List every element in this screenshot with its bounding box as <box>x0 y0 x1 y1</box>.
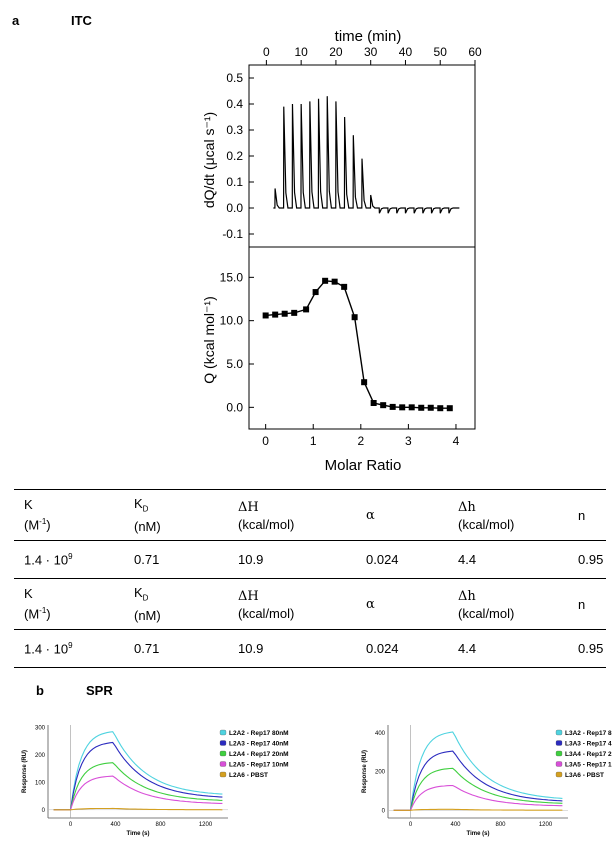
bottom-ytick-label: 5.0 <box>226 357 243 371</box>
bottom-xtick-label: 2 <box>357 434 365 448</box>
spr-xtick-label: 0 <box>408 822 413 828</box>
table-row: $1.4 \cdot 10^9$ 0.71 10.9 0.024 4.4 0.95 <box>14 630 606 668</box>
itc-data-point <box>291 310 297 316</box>
spr-ytick-label: 200 <box>34 753 45 760</box>
spr-xtick-label: 1200 <box>198 822 213 828</box>
bottom-ytick-label: 0.0 <box>226 400 243 415</box>
top-xtick-label: 50 <box>433 45 447 59</box>
top-ytick-label: 0.0 <box>226 201 243 215</box>
spr-legend-label: L3A3 - Rep17 4 <box>565 740 612 748</box>
top-xtick-label: 60 <box>468 45 482 59</box>
itc-bottom-xlabel: Molar Ratio <box>324 457 402 474</box>
spr-series-line <box>394 786 563 811</box>
spr-right-plot <box>362 725 612 837</box>
spr-legend-label: L3A5 - Rep17 1 <box>565 761 612 769</box>
top-xtick-label: 30 <box>364 45 378 59</box>
spr-legend-label: L2A4 - Rep17 20nM <box>229 751 289 758</box>
top-xtick-label: 20 <box>329 45 343 59</box>
top-ytick-label: 0.4 <box>226 97 243 111</box>
spr-legend-swatch <box>220 762 226 767</box>
top-xtick-label: 0 <box>263 45 270 59</box>
bottom-xtick-label: 4 <box>452 434 460 448</box>
itc-top-xlabel: time (min) <box>334 28 402 45</box>
spr-figure <box>0 715 616 859</box>
itc-fit-line <box>266 281 450 408</box>
table-header-row-repeat: K $(M^{-1})$ $K_D$ (nM) ΔH (kcal/mol) α Δh (kcal/mol) n <box>14 579 606 630</box>
spr-series-line <box>394 768 563 810</box>
itc-data-point <box>303 306 309 312</box>
spr-legend-label: L2A5 - Rep17 10nM <box>229 761 289 769</box>
itc-data-point <box>399 404 405 410</box>
itc-data-point <box>428 405 434 411</box>
spr-ytick-label: 0 <box>381 808 385 815</box>
top-xtick-label: 40 <box>398 45 413 59</box>
itc-data-point <box>332 279 338 285</box>
spr-ytick-label: 100 <box>34 780 45 787</box>
spr-legend-swatch <box>556 762 562 767</box>
itc-data-point <box>313 289 319 295</box>
spr-legend-swatch <box>220 751 226 756</box>
top-ytick-label: 0.2 <box>226 149 243 163</box>
spr-series-line <box>54 743 223 810</box>
panel-b-title: SPR <box>86 683 113 698</box>
itc-data-point <box>361 379 367 385</box>
table-header-row <box>14 490 606 541</box>
spr-ytick-label: 400 <box>374 730 385 737</box>
bottom-xtick-label: 3 <box>405 434 412 448</box>
parameter-table <box>14 489 606 668</box>
itc-data-point <box>418 405 424 411</box>
spr-legend-swatch <box>556 772 562 777</box>
spr-left-plot <box>22 725 289 837</box>
itc-data-point <box>352 314 358 320</box>
itc-bottom-plot <box>201 247 475 474</box>
spr-legend-label: L2A2 - Rep17 80nM <box>229 730 289 737</box>
panel-a-title: ITC <box>71 13 92 28</box>
itc-data-point <box>380 402 386 408</box>
spr-legend-label: L2A6 - PBST <box>229 772 269 779</box>
bottom-ytick-label: 10.0 <box>219 313 243 328</box>
spr-legend-swatch <box>220 772 226 777</box>
header-small-dh: Δh (kcal/mol) <box>448 490 568 541</box>
itc-bottom-frame <box>249 247 475 429</box>
header-k: K $(M^{-1})$ <box>14 490 124 541</box>
table-row: $1.4 \cdot 10^9$ 0.71 10.9 0.024 4.4 0.95 <box>14 541 606 579</box>
spr-xtick-label: 800 <box>495 822 506 828</box>
header-kd: $K_D$ (nM) <box>124 490 228 541</box>
header-alpha: α <box>356 490 448 541</box>
spr-legend-swatch <box>220 730 226 735</box>
spr-legend-label: L3A6 - PBST <box>565 772 605 779</box>
spr-legend-swatch <box>220 741 226 746</box>
header-n: n <box>568 490 606 541</box>
spr-ytick-label: 200 <box>374 769 385 776</box>
panel-b-letter: b <box>36 683 44 698</box>
itc-top-plot <box>201 28 482 247</box>
top-ytick-label: 0.3 <box>226 123 243 137</box>
bottom-xtick-label: 0 <box>262 434 269 448</box>
itc-data-point <box>341 284 347 290</box>
spr-xtick-label: 0 <box>68 822 73 828</box>
spr-legend-label: L3A2 - Rep17 8 <box>565 730 612 737</box>
spr-series-line <box>54 776 223 810</box>
bottom-xtick-label: 1 <box>309 434 317 448</box>
spr-legend-swatch <box>556 741 562 746</box>
spr-ytick-label: 300 <box>34 725 45 732</box>
itc-data-point <box>263 312 269 318</box>
spr-xtick-label: 400 <box>450 822 461 828</box>
itc-data-point <box>390 404 396 410</box>
spr-xlabel: Time (s) <box>126 831 150 837</box>
spr-ytick-label: 0 <box>41 807 45 814</box>
top-xtick-label: 10 <box>294 45 308 59</box>
spr-legend-swatch <box>556 730 562 735</box>
spr-xlabel: Time (s) <box>466 831 490 837</box>
itc-data-point <box>409 404 415 410</box>
spr-xtick-label: 800 <box>155 822 166 828</box>
top-ytick-label: 0.5 <box>226 71 243 85</box>
top-ytick-label: 0.1 <box>226 175 243 189</box>
spr-legend-label: L3A4 - Rep17 2 <box>565 751 612 758</box>
itc-data-point <box>371 400 377 406</box>
panel-a-letter: a <box>12 13 20 28</box>
spr-xtick-label: 1200 <box>538 822 553 828</box>
header-dh: ΔH (kcal/mol) <box>228 490 356 541</box>
itc-data-point <box>447 405 453 411</box>
itc-data-point <box>272 312 278 318</box>
itc-data-point <box>437 405 443 411</box>
spr-legend-label: L2A3 - Rep17 40nM <box>229 740 289 748</box>
itc-bottom-ylabel: Q (kcal mol⁻¹) <box>201 296 217 384</box>
itc-top-ylabel: dQ/dt (μcal s⁻¹) <box>201 111 217 209</box>
spr-ylabel: Response (RU) <box>22 749 28 794</box>
itc-thermogram-trace <box>273 96 459 213</box>
top-ytick-label: -0.1 <box>222 227 243 241</box>
spr-xtick-label: 400 <box>110 822 121 828</box>
spr-ylabel: Response (RU) <box>362 749 368 794</box>
bottom-ytick-label: 15.0 <box>219 270 243 285</box>
spr-legend-swatch <box>556 751 562 756</box>
itc-data-point <box>322 278 328 284</box>
itc-top-frame <box>249 65 475 247</box>
itc-data-point <box>282 311 288 317</box>
spr-series-line <box>394 809 563 810</box>
